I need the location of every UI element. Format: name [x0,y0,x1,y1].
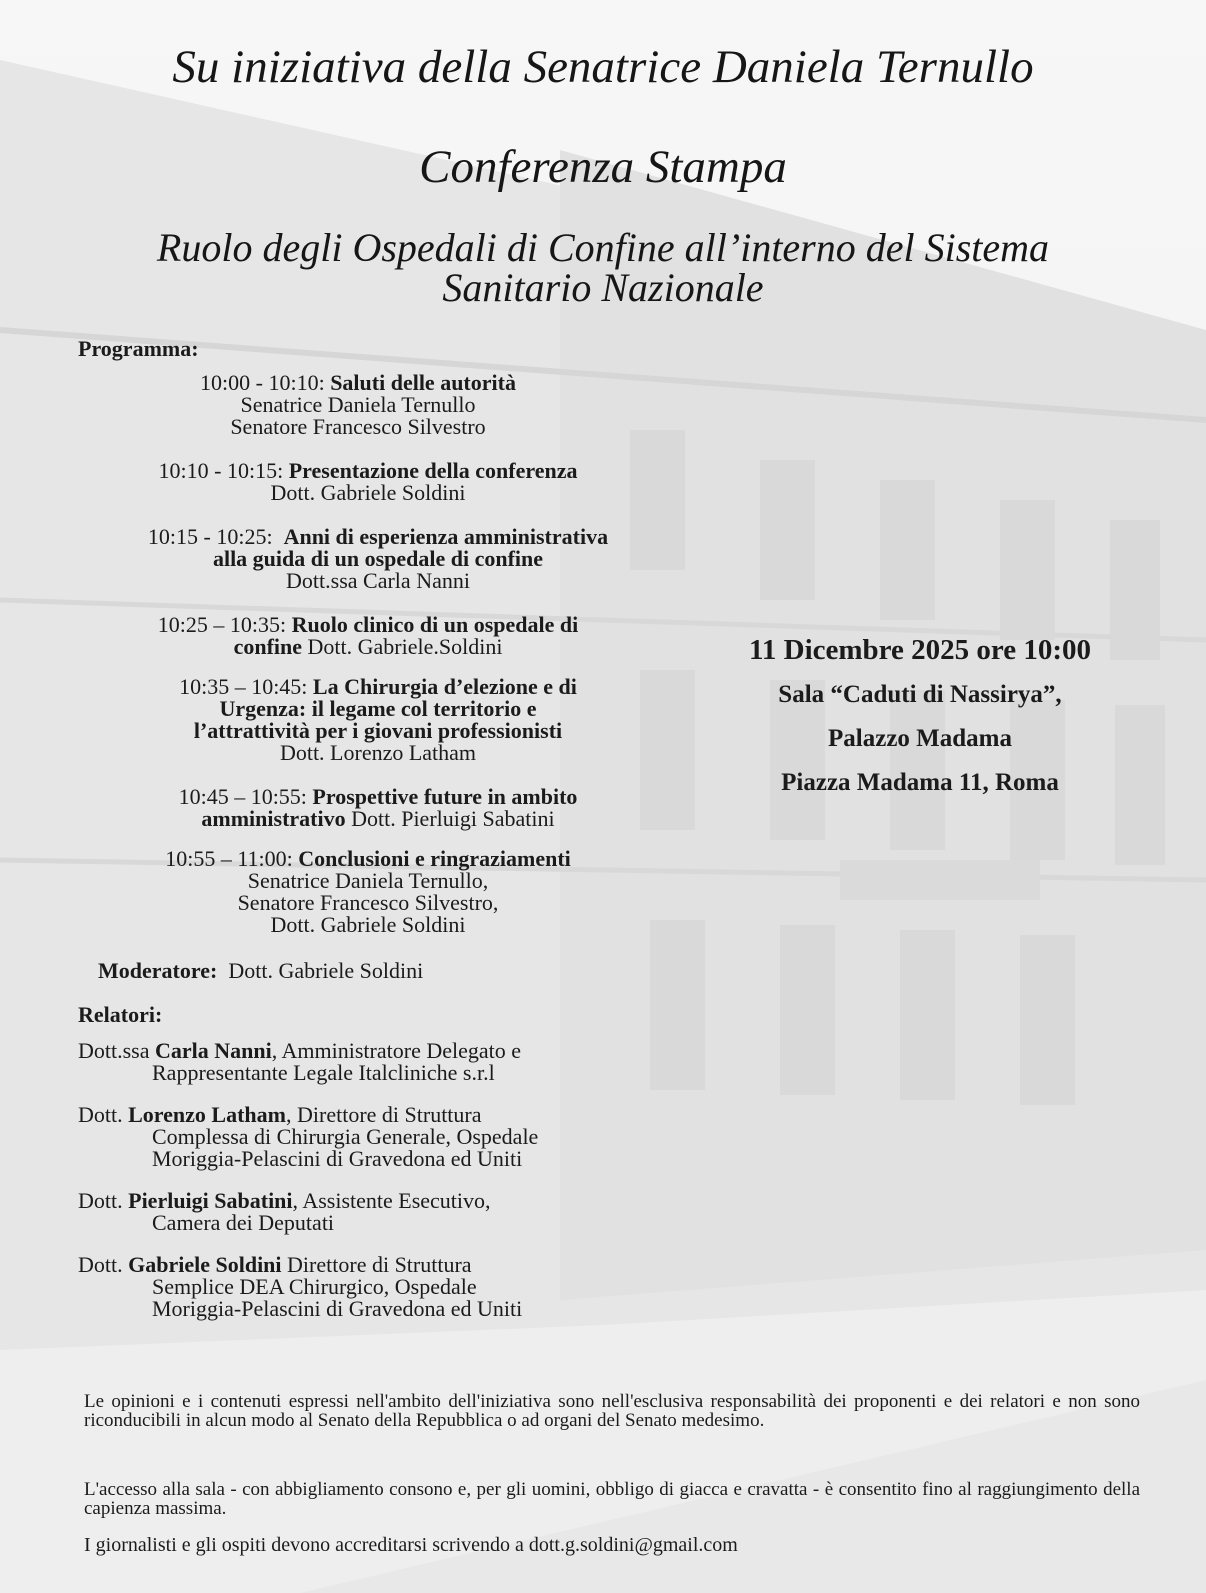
program-item: 10:45 – 10:55: Prospettive future in ambito amministrativo Dott. Pierluigi Sabatini [178,784,578,831]
event-room: Sala “Caduti di Nassirya”, [778,681,1062,708]
speaker-entry: Dott. Pierluigi Sabatini, Assistente Esecutivo, Camera dei Deputati [78,1188,491,1235]
program-item: 10:15 - 10:25: Anni di esperienza amministrativa alla guida di un ospedale di confine Dott.ssa Carla Nanni [147,524,609,593]
event-info [700,636,1140,795]
program-item: 10:55 – 11:00: Conclusioni e ringraziamenti Senatrice Daniela Ternullo, Senatore Francesco Silvestro, Dott. Gabriele Soldini [165,846,571,937]
program-item: 10:10 - 10:15: Presentazione della conferenza Dott. Gabriele Soldini [158,458,578,505]
speakers-label: Relatori: [78,1002,163,1027]
event-address: Piazza Madama 11, Roma [781,769,1059,796]
program-item: 10:00 - 10:10: Saluti delle autorità Senatrice Daniela Ternullo Senatore Francesco Silvestro [200,370,516,439]
program-label: Programma: [78,336,199,361]
speaker-entry: Dott. Lorenzo Latham, Direttore di Struttura Complessa di Chirurgia Generale, Ospedale Moriggia-Pelascini di Gravedona ed Uniti [78,1102,539,1171]
access-text: L'accesso alla sala - con abbigliamento consono e, per gli uomini, obbligo di giacca e cravatta - è consentito fino al raggiungimento della capienza massima. [84,1479,1140,1519]
conference-title: Ruolo degli Ospedali di Confine all’interno del Sistema Sanitario Nazionale [156,225,1050,310]
press-conference-heading: Conferenza Stampa [419,141,787,193]
speaker-entry: Dott.ssa Carla Nanni, Amministratore Delegato e Rappresentante Legale Italcliniche s.r.l [78,1038,522,1085]
accreditation-text: I giornalisti e gli ospiti devono accreditarsi scrivendo a dott.g.soldini@gmail.com [84,1534,738,1556]
program-item: 10:35 – 10:45: La Chirurgia d’elezione e di Urgenza: il legame col territorio e l’attrattività per i giovani professionisti Dott. Lorenzo Latham [179,674,577,765]
moderator: Moderatore: Dott. Gabriele Soldini [98,958,424,983]
initiative-line: Su iniziativa della Senatrice Daniela Ternullo [172,41,1034,93]
disclaimer-text: Le opinioni e i contenuti espressi nell'ambito dell'iniziativa sono nell'esclusiva responsabilità dei proponenti e dei relatori e non sono riconducibili in alcun modo al Senato della Repubblica o ad organi del Senato medesimo. [84,1391,1140,1431]
speaker-entry: Dott. Gabriele Soldini Direttore di Struttura Semplice DEA Chirurgico, Ospedale Moriggia-Pelascini di Gravedona ed Uniti [78,1252,523,1321]
event-building: Palazzo Madama [828,725,1012,752]
program-item: 10:25 – 10:35: Ruolo clinico di un ospedale di confine Dott. Gabriele.Soldini [157,612,579,659]
event-date: 11 Dicembre 2025 ore 10:00 [748,634,1092,666]
